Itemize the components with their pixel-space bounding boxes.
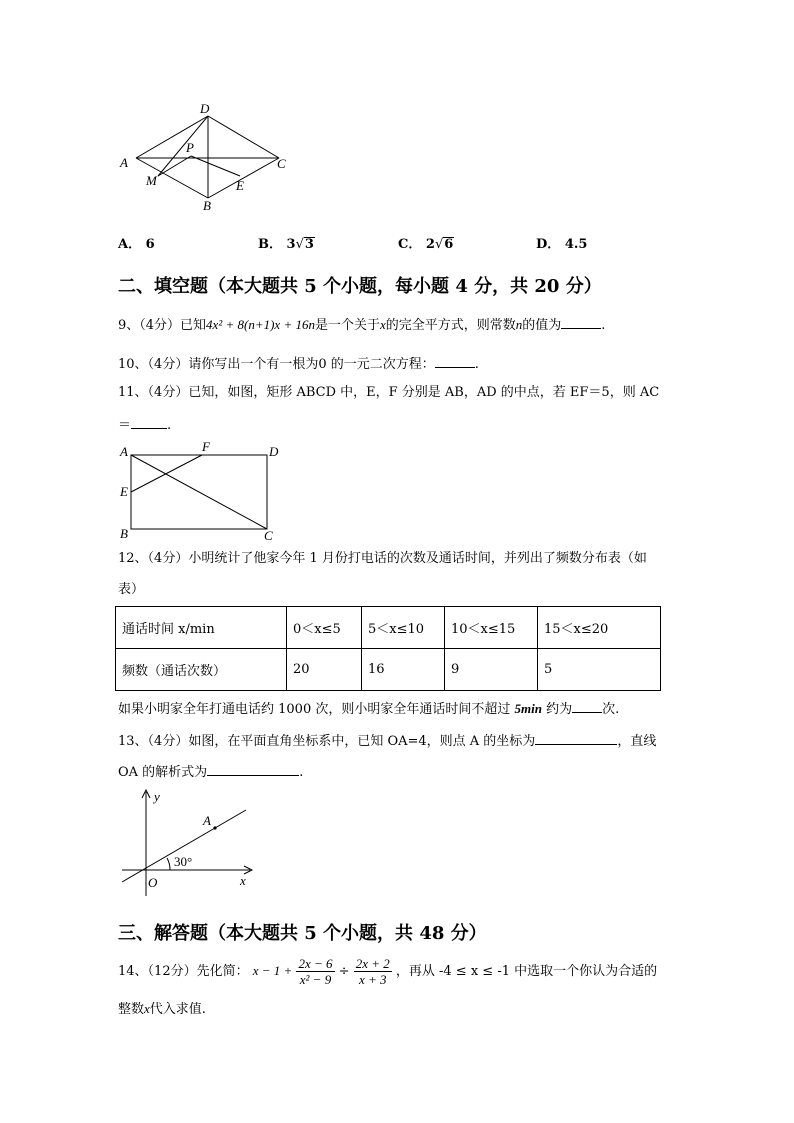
coord-label-o: O	[148, 875, 158, 890]
question-12-line1: 12、（4分）小明统计了他家今年 1 月份打电话的次数及通话时间，并列出了频数分布表（如	[118, 551, 647, 566]
q14-lead: x − 1 +	[252, 963, 293, 978]
rect-label-b: B	[120, 526, 128, 541]
option-d[interactable]	[536, 233, 587, 252]
q14-div: ÷	[338, 964, 350, 979]
q12b-end: 次.	[602, 702, 620, 717]
label-b: B	[203, 198, 211, 213]
q9-expr: 4x² + 8(n+1)x + 16n	[206, 317, 315, 332]
rhombus-figure	[110, 98, 300, 216]
option-c-radicand: 6	[444, 237, 454, 252]
rect-label-c: C	[264, 528, 273, 542]
q12b-prefix: 如果小明家全年打通电话约 1000 次，则小明家全年通话时间不超过	[118, 702, 515, 717]
table-header-cell: 5＜x≤10	[362, 607, 445, 649]
option-a-value: 6	[145, 237, 155, 252]
question-14-line1	[118, 952, 657, 991]
q14-line2-var: x	[144, 1001, 150, 1016]
label-a: A	[120, 155, 128, 170]
q9-suffix: 的值为	[522, 318, 562, 333]
question-9	[118, 314, 605, 336]
option-a-letter: A．	[118, 237, 142, 252]
q10-text: 10、（4分）请你写出一个有一根为0 的一元二次方程：	[118, 357, 435, 372]
coordinate-figure	[112, 786, 262, 898]
option-d-value: 4.5	[564, 237, 588, 252]
question-13-line2	[118, 761, 303, 783]
q9-mid: 是一个关于	[314, 318, 380, 333]
q11-line2-prefix: ＝	[118, 418, 132, 433]
label-c: C	[277, 156, 286, 171]
q12b-answer-blank[interactable]	[572, 698, 602, 713]
point-a	[213, 826, 216, 829]
option-b-letter: B．	[258, 237, 282, 252]
q9-answer-blank[interactable]	[561, 314, 601, 329]
table-cell: 16	[362, 649, 445, 691]
option-c-coef: 2	[425, 237, 435, 252]
option-a[interactable]	[118, 233, 155, 252]
q14-frac2-den: x + 3	[358, 972, 387, 987]
table-cell: 频数（通话次数）	[116, 649, 287, 691]
question-12-line2: 表）	[118, 582, 145, 597]
coord-label-x: x	[240, 873, 246, 888]
question-13-line1	[118, 730, 656, 752]
q12b-unit: 5min	[514, 701, 542, 716]
rect-label-e: E	[120, 484, 128, 499]
q13-line2-prefix: OA 的解析式为	[118, 765, 208, 780]
q9-end: .	[601, 318, 606, 333]
q10-end: .	[474, 357, 479, 372]
option-c[interactable]: C． 2√6	[398, 237, 454, 252]
question-11-line2	[118, 414, 171, 436]
q9-mid2: 的完全平方式，则常数	[385, 318, 516, 333]
q12b-suffix: 约为	[541, 702, 573, 717]
question-12b	[118, 698, 619, 720]
q14-frac2-num: 2x + 2	[355, 956, 390, 971]
question-14-line2	[118, 999, 206, 1020]
q9-var: x	[379, 317, 386, 332]
q14-line2-prefix: 整数	[118, 1002, 145, 1017]
q9-var2: n	[515, 317, 523, 332]
option-b-radicand: 3	[304, 237, 314, 252]
table-cell: 5	[538, 649, 661, 691]
section2-title: 二、填空题（本大题共 5 个小题，每小题 4 分，共 20 分）	[118, 276, 602, 297]
table-cell: 9	[445, 649, 538, 691]
table-cell: 20	[287, 649, 362, 691]
q14-frac1-num: 2x − 6	[298, 956, 333, 971]
rect-label-d: D	[269, 444, 279, 459]
question-10	[118, 353, 479, 375]
q13-line1-suffix: ，直线	[617, 734, 657, 749]
q9-prefix: 9、（4分）已知	[118, 318, 207, 333]
table-header-cell: 15＜x≤20	[538, 607, 661, 649]
q14-prefix: 14、（12分）先化简：	[118, 964, 249, 979]
q11-end: .	[167, 418, 172, 433]
q13-line1-prefix: 13、（4分）如图，在平面直角坐标系中，已知 OA=4，则点 A 的坐标为	[118, 734, 536, 749]
coord-label-a: A	[203, 813, 211, 828]
rect-label-a: A	[120, 444, 128, 459]
option-c-letter: C．	[398, 237, 422, 252]
q14-fraction-2	[354, 956, 392, 987]
table-header-cell: 0＜x≤5	[287, 607, 362, 649]
label-m: M	[146, 173, 157, 188]
table-header-cell: 通话时间 x/min	[116, 607, 287, 649]
q11-answer-blank[interactable]	[131, 414, 167, 429]
rectangle-figure	[115, 440, 290, 542]
option-d-letter: D．	[536, 237, 561, 252]
section3-title: 三、解答题（本大题共 5 个小题，共 48 分）	[118, 923, 487, 944]
q13-answer-blank-2[interactable]	[207, 761, 299, 776]
q14-frac1-den: x² − 9	[299, 972, 332, 987]
question-11-line1: 11、（4分）已知，如图，矩形 ABCD 中，E，F 分别是 AB，AD 的中点，若 EF＝5，则 AC	[118, 385, 660, 400]
q14-suffix: ，再从 -4 ≤ x ≤ -1 中选取一个你认为合适的	[395, 964, 658, 979]
table-header-row	[116, 607, 661, 649]
frequency-table	[115, 606, 661, 691]
q13-end: .	[299, 765, 304, 780]
q13-answer-blank-1[interactable]	[535, 730, 617, 745]
label-p: P	[186, 140, 194, 155]
option-b[interactable]: B． 3√3	[258, 237, 314, 252]
q10-answer-blank[interactable]	[435, 353, 475, 368]
coord-label-angle: 30°	[174, 854, 193, 869]
label-e: E	[236, 178, 244, 193]
coord-label-y: y	[154, 789, 160, 804]
label-d: D	[200, 101, 210, 116]
table-row	[116, 649, 661, 691]
q14-line2-suffix: 代入求值.	[149, 1002, 206, 1017]
table-header-cell: 10＜x≤15	[445, 607, 538, 649]
q14-fraction-1	[296, 956, 334, 987]
rect-label-f: F	[202, 440, 210, 454]
option-b-coef: 3	[286, 237, 296, 252]
